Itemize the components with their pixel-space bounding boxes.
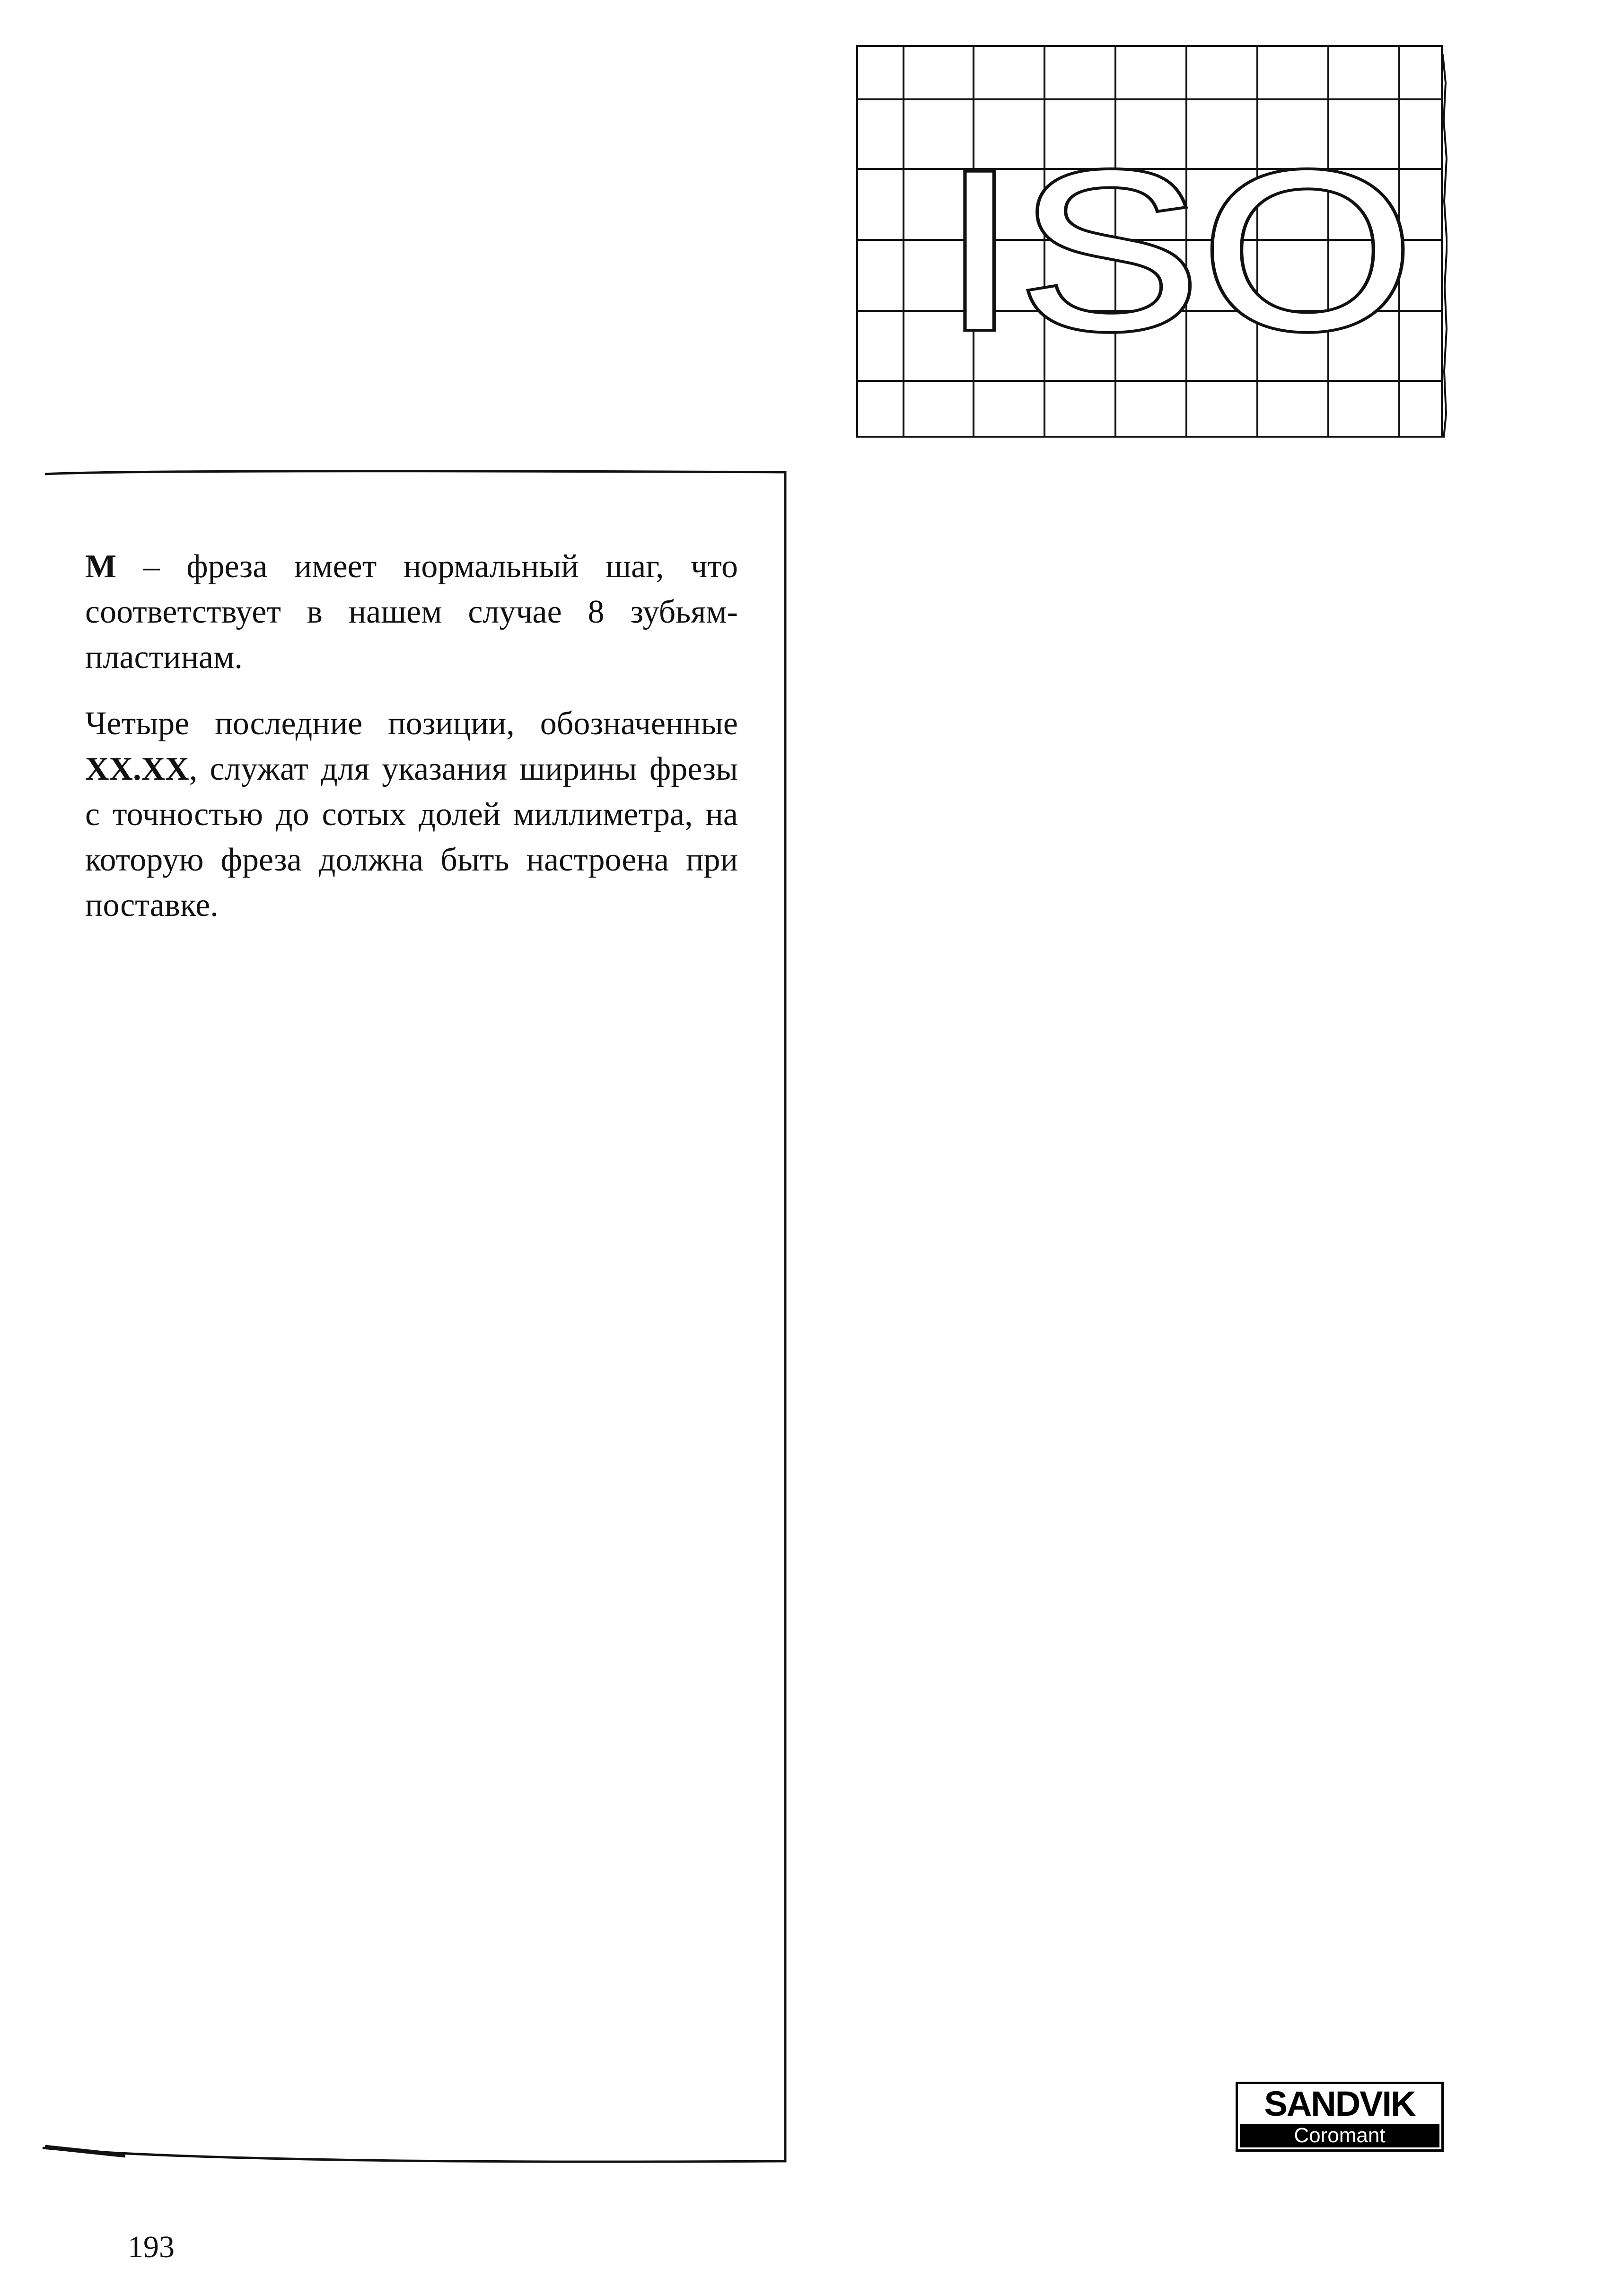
sandvik-coromant-logo [1236, 2082, 1444, 2152]
paragraph-1 [85, 544, 738, 680]
coromant-sub-text: Coromant [1240, 2124, 1439, 2147]
paragraph-1-bold-lead: M [85, 548, 117, 585]
paragraph-2-text-start: Четыре последние позиции, обозначенные [85, 705, 738, 742]
paragraph-2-bold-code: XX.XX [85, 751, 189, 787]
paragraph-1-text: – фреза имеет нормальный шаг, что соответствует в нашем случае 8 зубьям-пластинам. [85, 548, 738, 676]
iso-logo-text: ISO [941, 123, 1414, 377]
iso-grid-logo [856, 45, 1448, 442]
body-text [85, 544, 738, 949]
sandvik-brand-text: SANDVIK [1264, 2084, 1415, 2123]
paragraph-2 [85, 701, 738, 928]
paragraph-2-text-end: , служат для указания ширины фрезы с точностью до сотых долей миллиметра, на которую фреза должна быть настроена при поставке. [85, 751, 738, 924]
page-number: 193 [128, 2230, 175, 2264]
